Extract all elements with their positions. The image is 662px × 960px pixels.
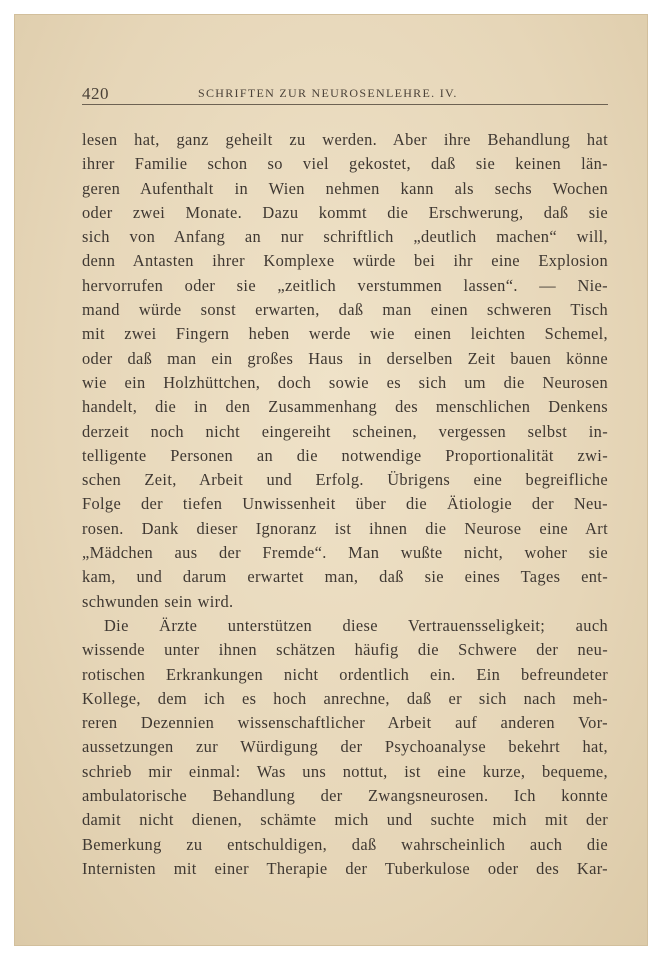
text-line: schrieb mir einmal: Was uns nottut, ist eine kurze, bequeme, — [82, 761, 608, 781]
text-line: „Mädchen aus der Fremde“. Man wußte nicht, woher sie — [82, 543, 608, 563]
text-line: telligente Personen an die notwendige Proportionalität zwi- — [82, 445, 608, 465]
text-line: denn Antasten ihrer Komplexe würde bei ihr eine Explosion — [82, 251, 608, 271]
text-line: Folge der tiefen Unwissenheit über die Ätiologie der Neu- — [82, 494, 608, 514]
text-line: lesen hat, ganz geheilt zu werden. Aber ihre Behandlung hat — [82, 130, 608, 149]
text-line: Kollege, dem ich es hoch anrechne, daß er sich nach meh- — [82, 688, 608, 708]
text-line: mand würde sonst erwarten, daß man einen schweren Tisch — [82, 300, 608, 320]
text-line: sich von Anfang an nur schriftlich „deutlich machen“ will, — [82, 227, 608, 247]
text-line: ihrer Familie schon so viel gekostet, daß sie keinen län- — [82, 154, 608, 174]
text-line: aussetzungen zur Würdigung der Psychoanalyse bekehrt hat, — [82, 737, 608, 757]
header-rule — [82, 104, 608, 105]
text-line: wissende unter ihnen schätzen häufig die Schwere der neu- — [82, 640, 608, 660]
text-line: damit nicht dienen, schämte mich und suchte mich mit der — [82, 810, 608, 830]
text-line: geren Aufenthalt in Wien nehmen kann als sechs Wochen — [82, 178, 608, 198]
text-line: reren Dezennien wissenschaftlicher Arbeit auf anderen Vor- — [82, 713, 608, 733]
text-line: rotischen Erkrankungen nicht ordentlich ein. Ein befreundeter — [82, 664, 608, 684]
text-line: Internisten mit einer Therapie der Tuberkulose oder des Kar- — [82, 858, 608, 878]
text-line: kam, und darum erwartet man, daß sie eines Tages ent- — [82, 567, 608, 587]
text-line: oder daß man ein großes Haus in derselben Zeit bauen könne — [82, 348, 608, 368]
text-line: handelt, die in den Zusammenhang des menschlichen Denkens — [82, 397, 608, 417]
text-line: oder zwei Monate. Dazu kommt die Erschwerung, daß sie — [82, 202, 608, 222]
text-line: hervorrufen oder sie „zeitlich verstummen lassen“. — Nie- — [82, 275, 608, 295]
text-line: mit zwei Fingern heben werde wie einen leichten Schemel, — [82, 324, 608, 344]
text-line-paragraph-end: schwunden sein wird. — [82, 591, 234, 611]
text-line: derzeit noch nicht eingereiht scheinen, vergessen selbst in- — [82, 421, 608, 441]
text-line: wie ein Holzhüttchen, doch sowie es sich um die Neurosen — [82, 372, 608, 392]
text-line-paragraph-start: Die Ärzte unterstützen diese Vertrauensseligkeit; auch — [104, 615, 608, 635]
text-line: schen Zeit, Arbeit und Erfolg. Übrigens eine begreifliche — [82, 470, 608, 490]
text-line: ambulatorische Behandlung der Zwangsneurosen. Ich konnte — [82, 786, 608, 806]
text-line: Bemerkung zu entschuldigen, daß wahrscheinlich auch die — [82, 834, 608, 854]
text-line: rosen. Dank dieser Ignoranz ist ihnen die Neurose eine Art — [82, 518, 608, 538]
page-number: 420 — [82, 84, 109, 103]
running-head: SCHRIFTEN ZUR NEUROSENLEHRE. IV. — [198, 86, 458, 100]
body-text — [82, 128, 608, 881]
page-header — [82, 84, 608, 104]
